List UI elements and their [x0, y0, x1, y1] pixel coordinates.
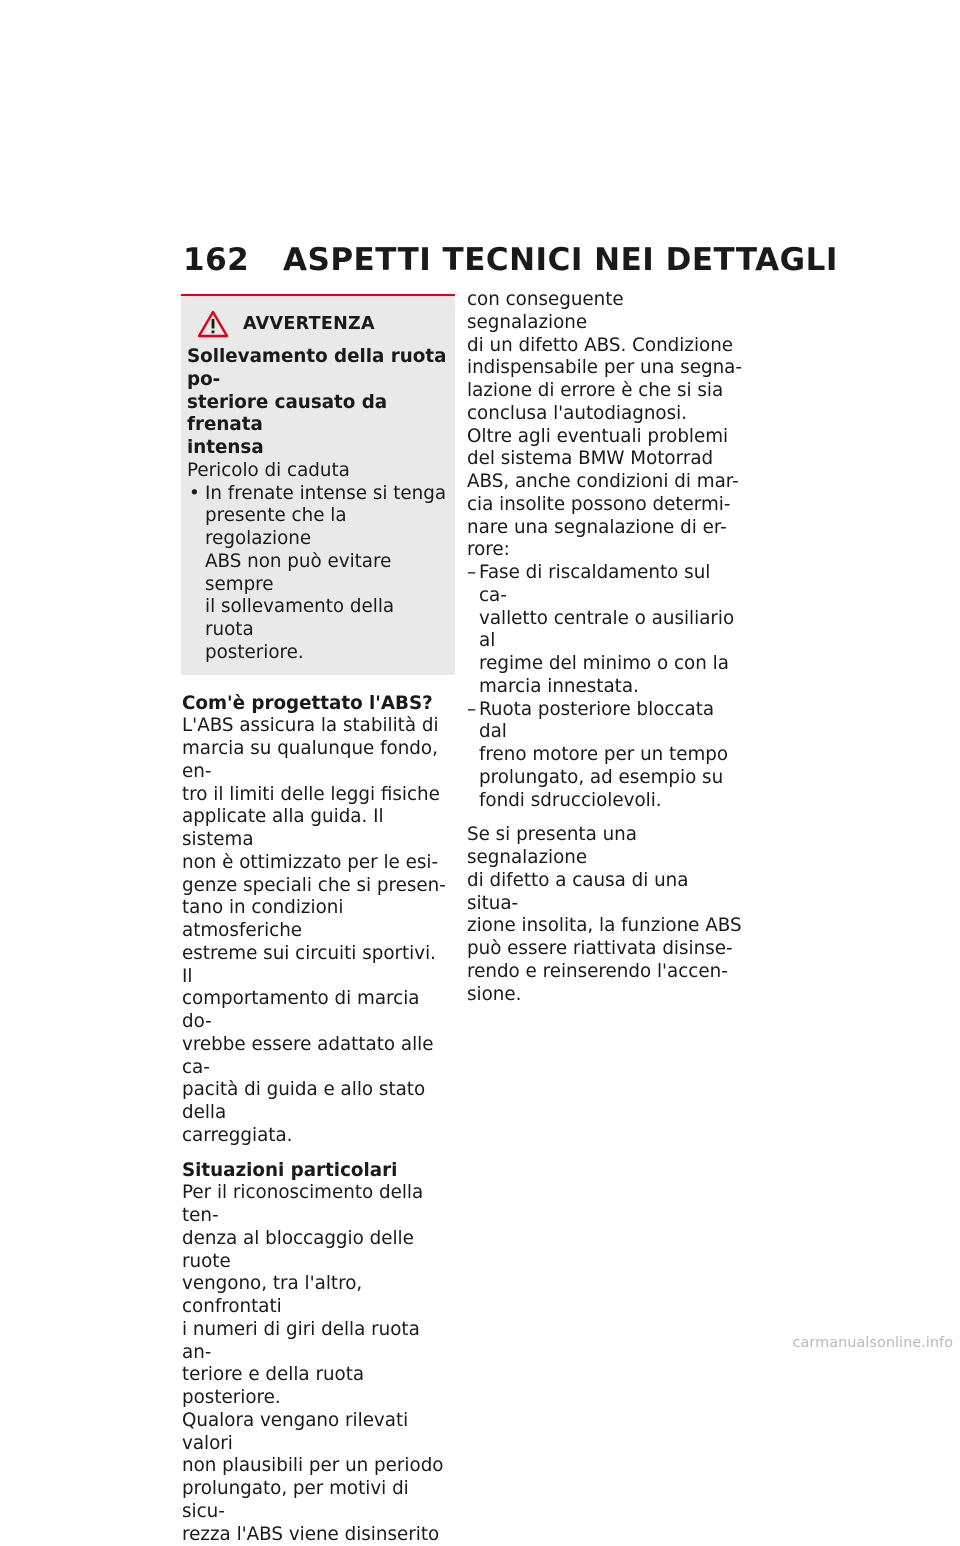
warning-title-row — [187, 310, 447, 338]
page-header — [183, 240, 743, 280]
page-number: 162 — [183, 240, 283, 280]
paragraph-line: prolungato, per motivi di sicu- — [182, 1478, 450, 1524]
unusual-conditions-paragraph — [467, 426, 742, 563]
paragraph-line: vrebbe essere adattato alle ca- — [182, 1034, 450, 1080]
warning-headline-line: intensa — [187, 437, 447, 460]
paragraph-line: genze speciali che si presen- — [182, 875, 450, 898]
paragraph-line: cia insolite possono determi- — [467, 494, 742, 517]
paragraph-line: denza al bloccaggio delle ruote — [182, 1228, 450, 1274]
paragraph-line: marcia su qualunque fondo, en- — [182, 738, 450, 784]
paragraph-line: Per il riconoscimento della ten- — [182, 1182, 450, 1228]
paragraph-line: rore: — [467, 539, 742, 562]
paragraph-line: tro il limiti delle leggi fisiche — [182, 784, 450, 807]
paragraph-line: conclusa l'autodiagnosi. — [467, 403, 742, 426]
warning-headline-line: Sollevamento della ruota po- — [187, 346, 447, 392]
paragraph-line: ABS, anche condizioni di mar- — [467, 471, 742, 494]
list-item-line: prolungato, ad esempio su — [479, 767, 742, 790]
warning-bullet-line: ABS non può evitare sempre — [205, 551, 447, 597]
warning-bullet-line: • In frenate intense si tenga — [205, 483, 447, 506]
paragraph-line: lazione di errore è che si sia — [467, 380, 742, 403]
warning-bullet — [187, 483, 447, 665]
paragraph-line: comportamento di marcia do- — [182, 988, 450, 1034]
section-title: ASPETTI TECNICI NEI DETTAGLI — [283, 242, 838, 278]
warning-box — [181, 294, 455, 675]
list-item-line: – Fase di riscaldamento sul ca- — [479, 562, 742, 608]
warning-bullet-line: presente che la regolazione — [205, 505, 447, 551]
abs-paragraph — [182, 715, 450, 1147]
warning-title: AVVERTENZA — [243, 313, 375, 336]
paragraph-line: Oltre agli eventuali problemi — [467, 426, 742, 449]
left-column — [182, 294, 450, 1546]
paragraph-line: rezza l'ABS viene disinserito — [182, 1524, 450, 1546]
paragraph-line: sione. — [467, 984, 742, 1007]
right-column — [467, 289, 742, 1006]
paragraph-line: estreme sui circuiti sportivi. Il — [182, 943, 450, 989]
paragraph-line: applicate alla guida. Il sistema — [182, 806, 450, 852]
list-item-line: marcia innestata. — [479, 676, 742, 699]
paragraph-line: non è ottimizzato per le esi- — [182, 852, 450, 875]
paragraph-line: del sistema BMW Motorrad — [467, 448, 742, 471]
list-item-line: valletto centrale o ausiliario al — [479, 608, 742, 654]
paragraph-line: indispensabile per una segna- — [467, 357, 742, 380]
paragraph-line: L'ABS assicura la stabilità di — [182, 715, 450, 738]
warning-bullet-line: posteriore. — [205, 642, 447, 665]
warning-hazard: Pericolo di caduta — [187, 460, 447, 483]
paragraph-line: rendo e reinserendo l'accen- — [467, 961, 742, 984]
paragraph-line: non plausibili per un periodo — [182, 1455, 450, 1478]
warning-headline-line: steriore causato da frenata — [187, 392, 447, 438]
paragraph-line: può essere riattivata disinse- — [467, 938, 742, 961]
continuation-paragraph — [467, 289, 742, 426]
list-item-line: regime del minimo o con la — [479, 653, 742, 676]
paragraph-line: vengono, tra l'altro, confrontati — [182, 1273, 450, 1319]
dash-list-item — [467, 699, 742, 813]
paragraph-line: tano in condizioni atmosferiche — [182, 897, 450, 943]
special-situations-paragraph — [182, 1182, 450, 1546]
paragraph-line: i numeri di giri della ruota an- — [182, 1319, 450, 1365]
paragraph-line: pacità di guida e allo stato della — [182, 1079, 450, 1125]
list-item-line: fondi sdrucciolevoli. — [479, 790, 742, 813]
paragraph-line: teriore e della ruota posteriore. — [182, 1364, 450, 1410]
paragraph-line: Qualora vengano rilevati valori — [182, 1410, 450, 1456]
special-situations-heading: Situazioni particolari — [182, 1160, 450, 1183]
paragraph-line: di difetto a causa di una situa- — [467, 870, 742, 916]
list-item-line: – Ruota posteriore bloccata dal — [479, 699, 742, 745]
paragraph-line: Se si presenta una segnalazione — [467, 824, 742, 870]
paragraph-line: di un difetto ABS. Condizione — [467, 335, 742, 358]
watermark: carmanualsonline.info — [748, 1335, 953, 1351]
abs-heading: Com'è progettato l'ABS? — [182, 693, 450, 716]
paragraph-line: con conseguente segnalazione — [467, 289, 742, 335]
paragraph-line: carreggiata. — [182, 1125, 450, 1148]
reactivation-paragraph — [467, 824, 742, 1006]
paragraph-line: nare una segnalazione di er- — [467, 517, 742, 540]
paragraph-line: zione insolita, la funzione ABS — [467, 915, 742, 938]
list-item-line: freno motore per un tempo — [479, 744, 742, 767]
warning-bullet-line: il sollevamento della ruota — [205, 596, 447, 642]
dash-list-item — [467, 562, 742, 699]
warning-triangle-icon — [197, 310, 229, 338]
